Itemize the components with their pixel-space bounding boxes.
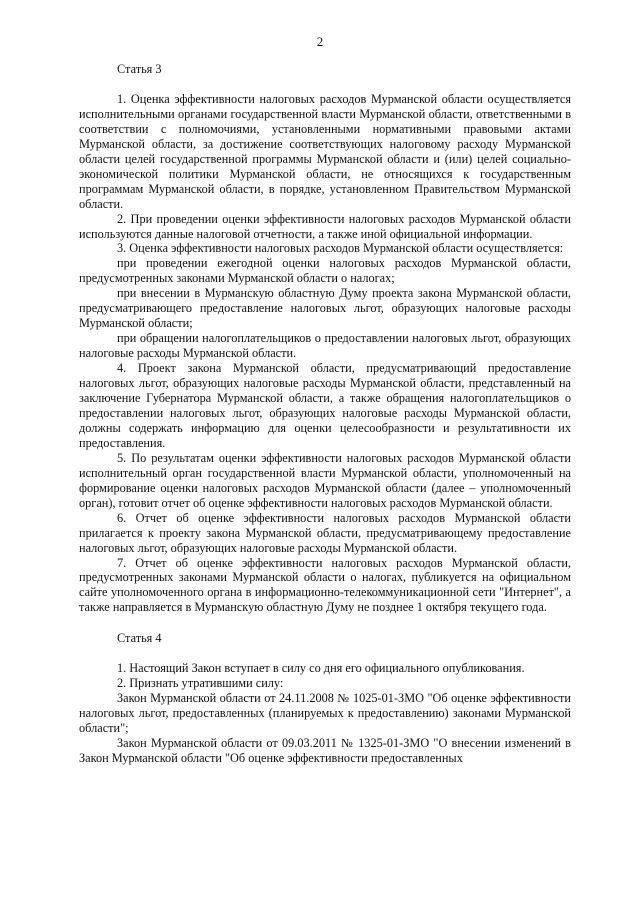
article-4-paragraph-1: 1. Настоящий Закон вступает в силу со дня его официального опубликования. [117,661,525,676]
article-3-paragraph-3: 3. Оценка эффективности налоговых расходов Мурманской области осуществляется: [117,241,564,256]
article-3-item-taxpayer-appeal: при обращении налогоплательщиков о предоставлении налоговых льгот, образующих налоговые расходы Мурманской области. [79,331,571,361]
page-number: 2 [316,34,324,49]
article-4-section [79,661,571,766]
article-3-paragraph-2: 2. При проведении оценки эффективности налоговых расходов Мурманской области используются данные налоговой отчетности, а также иной официальной информации. [79,211,571,241]
article-3-heading: Статья 3 [117,62,162,76]
article-4-repealed-law-1: Закон Мурманской области от 24.11.2008 № 1025-01-ЗМО "Об оценке эффективности налоговых льгот, предоставленных (планируемых к предоставлению) законами Мурманской области"; [79,691,571,736]
article-4-heading: Статья 4 [117,631,162,646]
article-3-paragraph-7: 7. Отчет об оценке эффективности налоговых расходов Мурманской области, предусмотренных законами Мурманской области о налогах, публикуется на официальном сайте уполномоченного органа в информационно-телекоммуникационной сети "Интернет", а также направляется в Мурманскую областную Думу не позднее 1 октября текущего года. [79,555,571,615]
article-3-item-annual-assessment: при проведении ежегодной оценки налоговых расходов Мурманской области, предусмотренных законами Мурманской области о налогах; [79,256,571,286]
article-3-item-draft-law: при внесении в Мурманскую областную Думу проекта закона Мурманской области, предусматривающего предоставление налоговых льгот, образующих налоговые расходы Мурманской области; [79,286,571,331]
article-3-paragraph-5: 5. По результатам оценки эффективности налоговых расходов Мурманской области исполнительный орган государственной власти Мурманской области, уполномоченный на формирование оценки налоговых расходов Мурманской области (далее – уполномоченный орган), готовит отчет об оценке эффективности налоговых расходов Мурманской области. [79,450,571,510]
article-4-repealed-law-2: Закон Мурманской области от 09.03.2011 № 1325-01-ЗМО "О внесении изменений в Закон Мурманской области "Об оценке эффективности предоставленных [79,736,571,765]
article-4-paragraph-2: 2. Признать утратившими силу: [117,676,284,691]
article-3-paragraph-1: 1. Оценка эффективности налоговых расходов Мурманской области осуществляется исполнительными органами государственной власти Мурманской области, ответственными в соответствии с полномочиями, установленными нормативными правовыми актами Мурманской области, за достижение соответствующих налоговому расходу Мурманской области целей государственной программы Мурманской области и (или) целей социально-экономической политики Мурманской области, не относящихся к государственным программам Мурманской области, в порядке, установленном Правительством Мурманской области. [79,91,571,211]
article-3-paragraph-4: 4. Проект закона Мурманской области, предусматривающий предоставление налоговых льгот, образующих налоговые расходы Мурманской области, представленный на заключение Губернатора Мурманской области, а также обращения налогоплательщиков о предоставлении налоговых льгот, образующих налоговые расходы Мурманской области, должны содержать информацию для оценки целесообразности и результативности их предоставления. [79,361,571,450]
document-body [79,62,571,766]
article-3-section [79,92,571,615]
article-3-paragraph-6: 6. Отчет об оценке эффективности налоговых расходов Мурманской области прилагается к проекту закона Мурманской области, предусматривающему предоставление налоговых льгот, образующих налоговые расходы Мурманской области. [79,510,571,555]
